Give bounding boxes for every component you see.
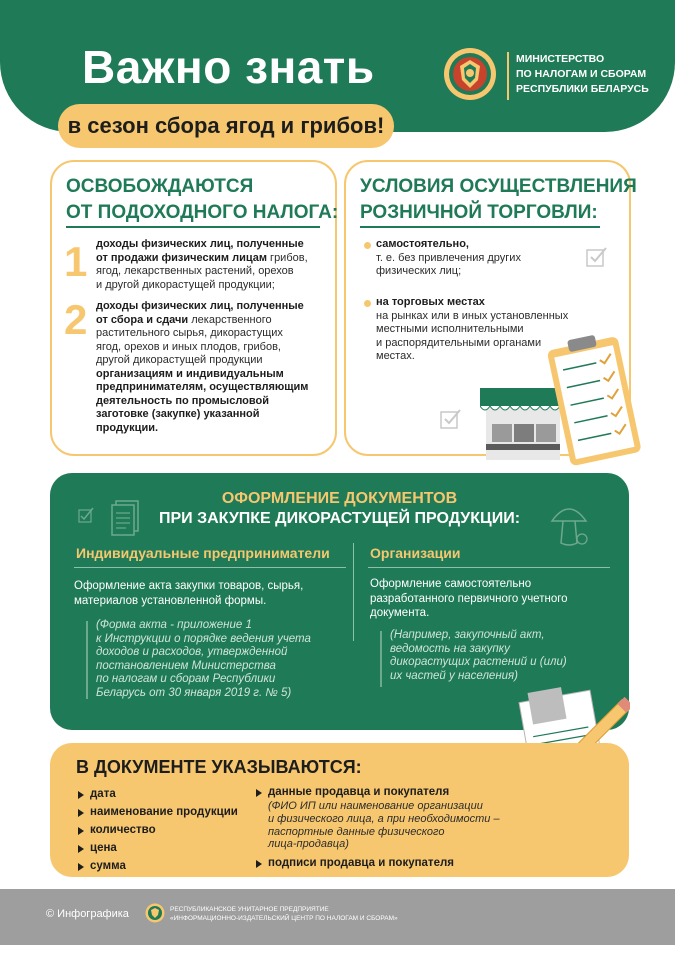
document-fields-title: В ДОКУМЕНТЕ УКАЗЫВАЮТСЯ: — [76, 757, 362, 777]
field-item: количество — [90, 824, 156, 836]
footer-copyright: © Инфографика — [46, 908, 129, 920]
ministry-line: ПО НАЛОГАМ И СБОРАМ — [516, 68, 647, 80]
bullet-arrow-icon — [78, 791, 84, 799]
emblem-icon — [442, 46, 498, 102]
exempt-title — [66, 174, 338, 226]
trade-bullet-1: самостоятельно, т. е. без привлечения других физических лиц; — [376, 238, 521, 277]
bullet-dot — [364, 242, 371, 249]
exempt-item-1: доходы физических лиц, полученные от продажи физическим лицам грибов, ягод, лекарственных растений, орехов и другой дикорастущей продукции; — [96, 238, 308, 291]
footer-org-line: «ИНФОРМАЦИОННО-ИЗДАТЕЛЬСКИЙ ЦЕНТР ПО НАЛОГАМ И СБОРАМ» — [170, 915, 398, 922]
field-item: наименование продукции — [90, 806, 238, 818]
field-item: цена — [90, 842, 117, 854]
field-item: сумма — [90, 860, 126, 872]
ip-note-bar — [86, 621, 88, 699]
subtitle-pill: в сезон сбора ягод и грибов! — [58, 104, 394, 148]
trade-title-line: УСЛОВИЯ ОСУЩЕСТВЛЕНИЯ — [360, 176, 637, 197]
checkbox-icon — [586, 246, 610, 268]
field-item: дата — [90, 788, 116, 800]
trade-title — [360, 174, 637, 226]
checkbox-icon — [78, 507, 96, 523]
field-item: подписи продавца и покупателя — [268, 857, 454, 869]
item-number: 1 — [64, 238, 88, 285]
org-note-bar — [380, 631, 382, 687]
bullet-arrow-icon — [78, 809, 84, 817]
exempt-card — [50, 160, 337, 456]
ip-note: (Форма акта - приложение 1 к Инструкции о порядке ведения учета доходов и расходов, утвержденной постановлением Министерства по налогам и сборам Республики Беларусь от 30 января 2019 г. № 5) — [96, 619, 311, 699]
ministry-name — [516, 52, 649, 97]
bullet-arrow-icon — [256, 789, 262, 797]
emblem-icon — [145, 903, 165, 923]
clipboard-checklist-icon — [552, 334, 638, 466]
exempt-title-line: ОТ ПОДОХОДНОГО НАЛОГА: — [66, 202, 339, 223]
footer — [0, 889, 675, 945]
bullet-arrow-icon — [256, 860, 262, 868]
footer-org-line: РЕСПУБЛИКАНСКОЕ УНИТАРНОЕ ПРЕДПРИЯТИЕ — [170, 906, 329, 913]
org-text: Оформление самостоятельно разработанного первичного учетного документа. — [370, 578, 568, 619]
field-item-note: (ФИО ИП или наименование организации и физического лица, а при необходимости – паспортные данные физического лица-продавца) — [268, 800, 500, 851]
ministry-line: РЕСПУБЛИКИ БЕЛАРУСЬ — [516, 83, 649, 95]
bullet-arrow-icon — [78, 863, 84, 871]
ministry-line: МИНИСТЕРСТВО — [516, 53, 605, 65]
exempt-title-line: ОСВОБОЖДАЮТСЯ — [66, 176, 254, 197]
ip-heading: Индивидуальные предприниматели — [76, 545, 330, 561]
bullet-dot — [364, 300, 371, 307]
column-divider — [353, 543, 354, 641]
trade-title-underline — [360, 226, 600, 228]
document-icon — [108, 497, 144, 537]
checkbox-icon — [440, 408, 464, 430]
ip-heading-line — [74, 567, 346, 568]
item-number: 2 — [64, 296, 88, 343]
ip-text: Оформление акта закупки товаров, сырья, материалов установленной формы. — [74, 580, 304, 607]
org-heading-line — [368, 567, 610, 568]
org-heading: Организации — [370, 545, 461, 561]
org-note: (Например, закупочный акт, ведомость на закупку дикорастущих растений и (или) их частей у населения) — [390, 629, 567, 682]
exempt-item-2: доходы физических лиц, полученные от сбора и сдачи лекарственного растительного сырья, дикорастущих ягод, орехов и иных плодов, грибов, другой дикорастущей продукции организациям и индивидуальным предпринимателям, осуществляющим деятельность по промысловой заготовке (закупке) указанной продукции. — [96, 300, 309, 434]
bullet-arrow-icon — [78, 845, 84, 853]
document-fields-section — [50, 743, 629, 877]
page-title: Важно знать — [82, 41, 375, 93]
trade-title-line: РОЗНИЧНОЙ ТОРГОВЛИ: — [360, 202, 598, 223]
footer-organization — [170, 905, 398, 923]
documents-title-line: ОФОРМЛЕНИЕ ДОКУМЕНТОВ — [221, 490, 458, 507]
field-item: данные продавца и покупателя — [268, 786, 450, 798]
trade-bullet-2: на торговых местах на рынках или в иных установленных местными исполнительными и распорядительными органами местах. — [376, 296, 569, 362]
mushroom-icon — [548, 499, 590, 549]
exempt-title-underline — [66, 226, 320, 228]
documents-title-line: ПРИ ЗАКУПКЕ ДИКОРАСТУЩЕЙ ПРОДУКЦИИ: — [158, 510, 521, 527]
ministry-divider — [507, 52, 509, 100]
bullet-arrow-icon — [78, 827, 84, 835]
